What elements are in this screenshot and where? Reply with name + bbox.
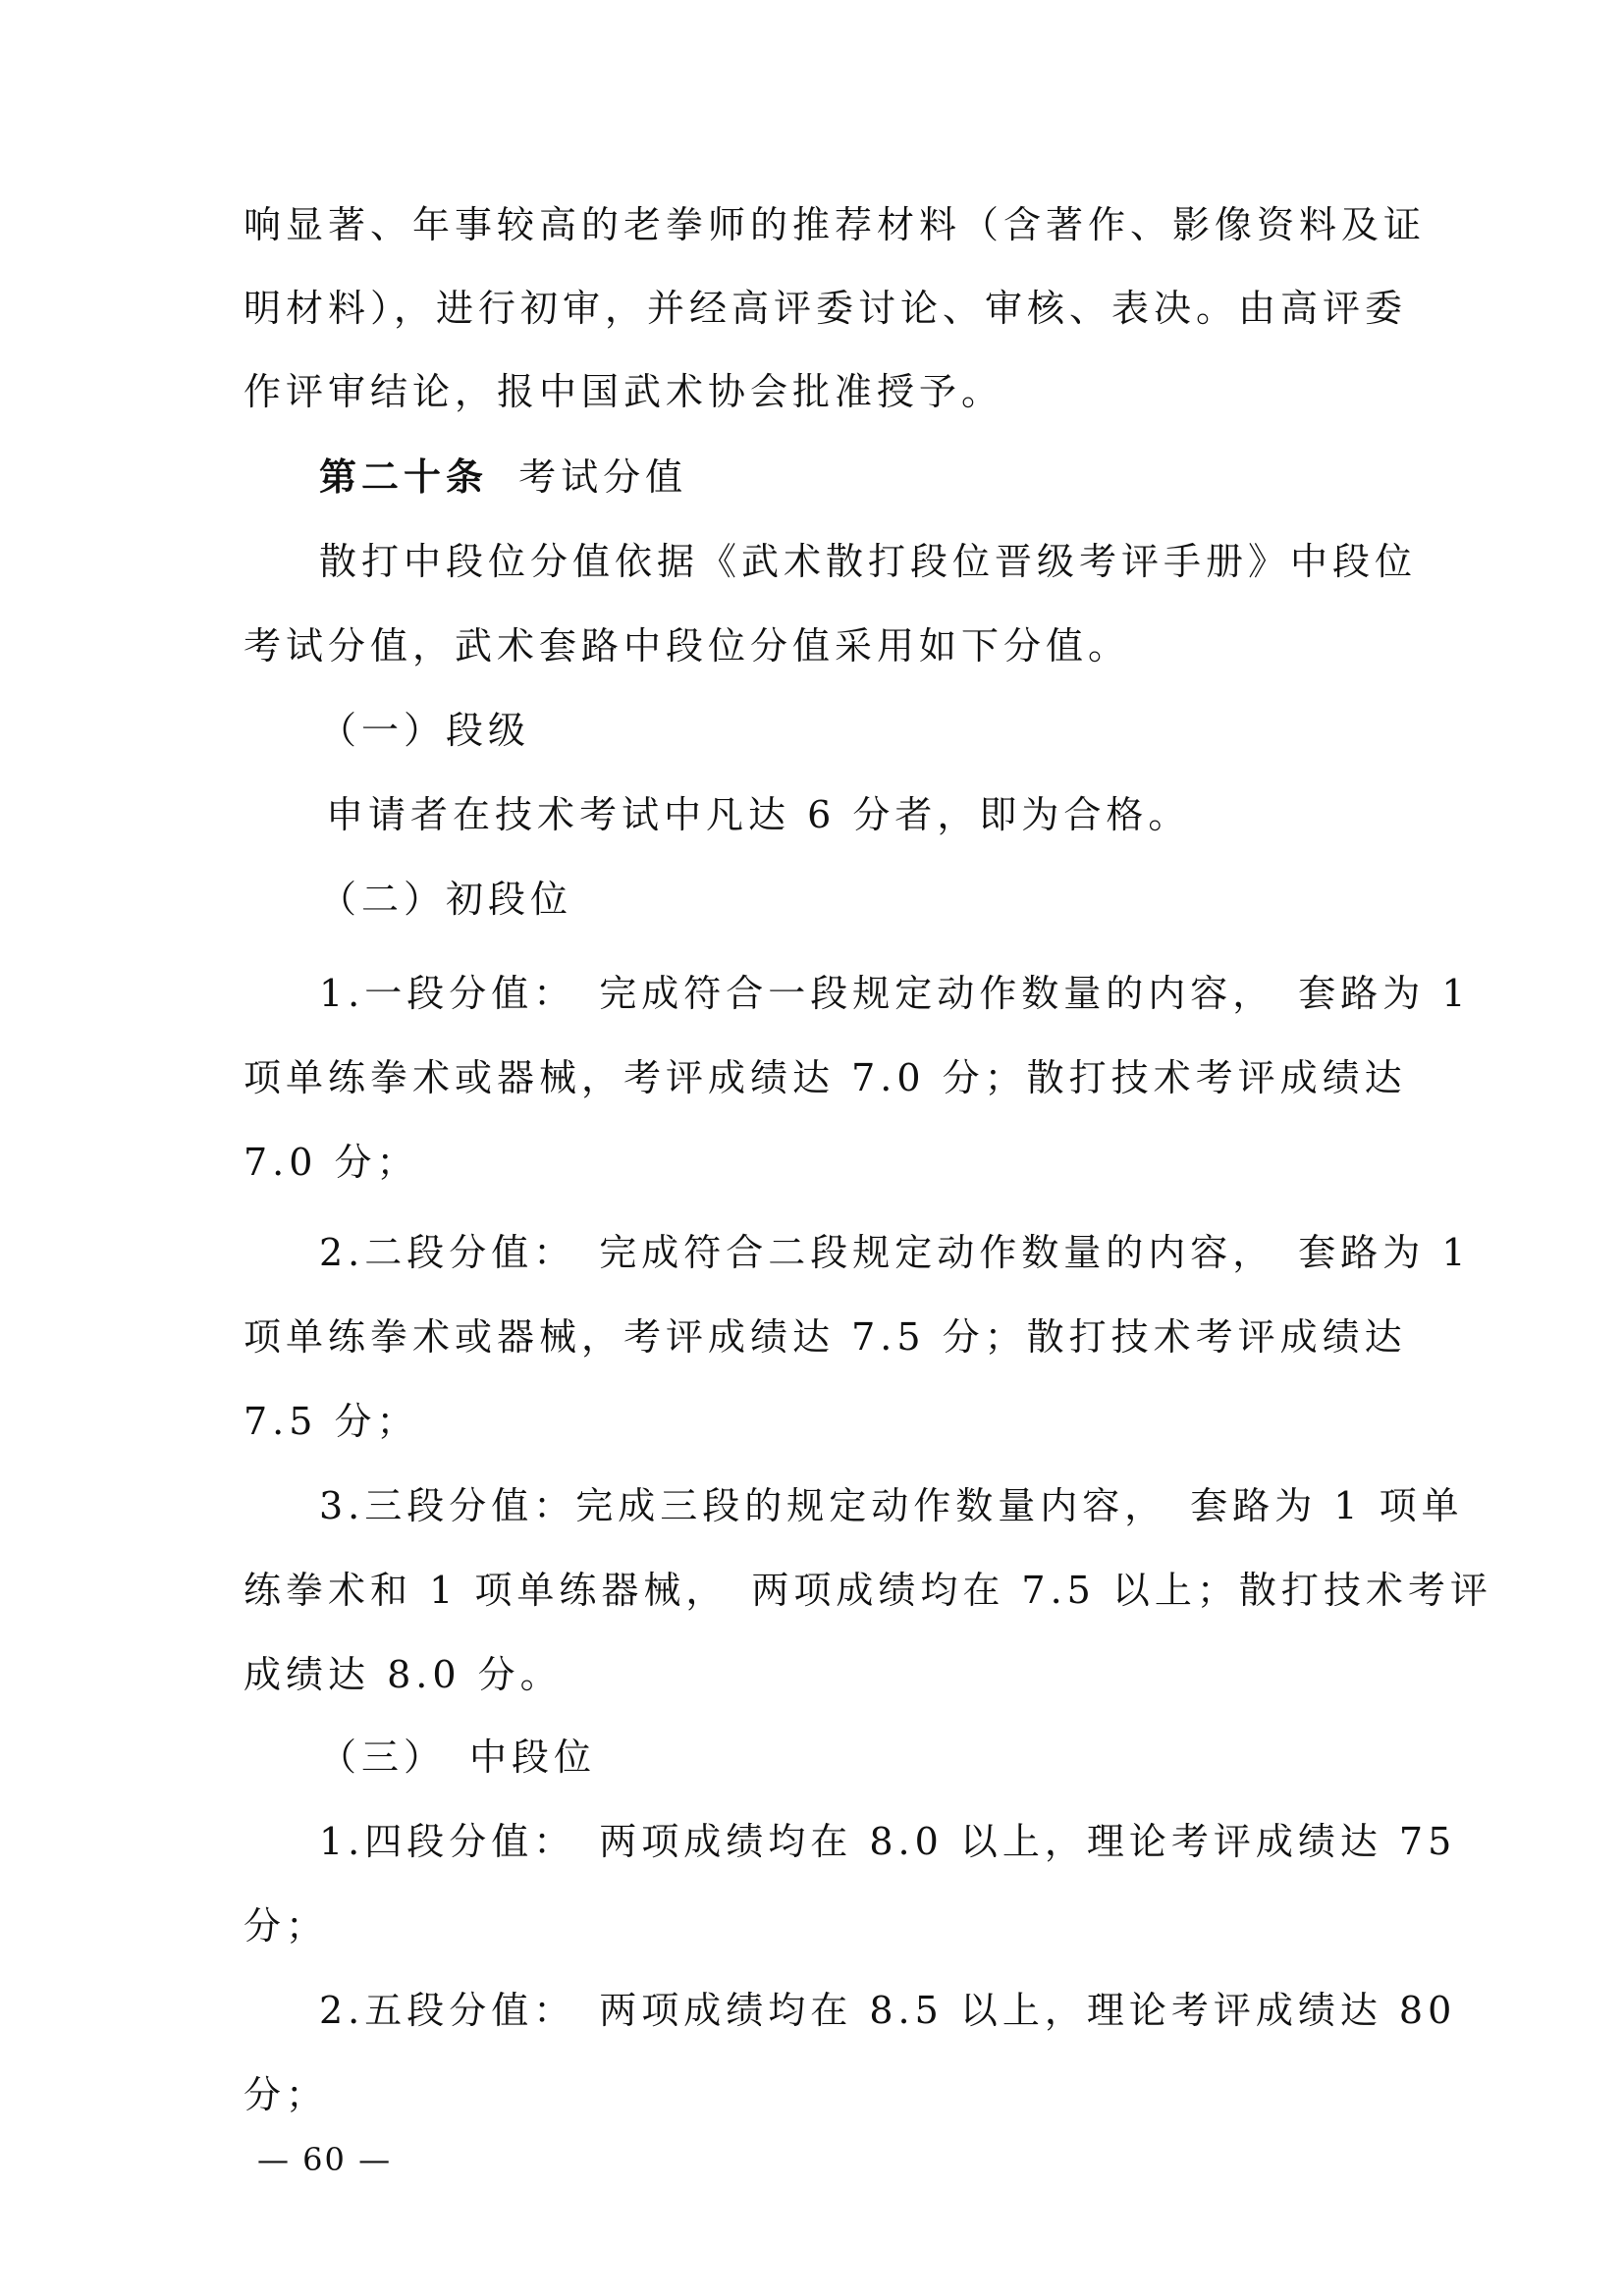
- body-line-12: 7.5 分；: [244, 1400, 419, 1443]
- body-line-16: 1.四段分值： 两项成绩均在 8.0 以上，理论考评成绩达 75: [319, 1820, 1457, 1863]
- body-line-19: 分；: [244, 2073, 329, 2116]
- body-line-9: 7.0 分；: [244, 1141, 419, 1184]
- section-heading-1: （一）段级: [319, 709, 531, 752]
- body-line-2: 明材料），进行初审，并经高评委讨论、审核、表决。由高评委: [244, 287, 1408, 330]
- body-line-8: 项单练拳术或器械，考评成绩达 7.0 分；散打技术考评成绩达: [244, 1056, 1407, 1099]
- article-heading: [319, 454, 687, 501]
- body-line-10: 2.二段分值： 完成符合二段规定动作数量的内容， 套路为 1: [319, 1231, 1471, 1274]
- page-number: — 60 —: [257, 2141, 393, 2178]
- body-line-18: 2.五段分值： 两项成绩均在 8.5 以上，理论考评成绩达 80: [319, 1989, 1457, 2032]
- body-line-4: 散打中段位分值依据《武术散打段位晋级考评手册》中段位: [319, 540, 1418, 583]
- body-line-13: 3.三段分值：完成三段的规定动作数量内容， 套路为 1 项单: [319, 1484, 1464, 1527]
- body-line-17: 分；: [244, 1904, 329, 1948]
- body-line-11: 项单练拳术或器械，考评成绩达 7.5 分；散打技术考评成绩达: [244, 1315, 1407, 1359]
- article-title: 考试分值: [518, 455, 688, 499]
- body-line-5: 考试分值，武术套路中段位分值采用如下分值。: [244, 624, 1131, 667]
- body-line-6: 申请者在技术考试中凡达 6 分者，即为合格。: [326, 793, 1191, 836]
- article-number: 第二十条: [319, 455, 489, 499]
- body-line-3: 作评审结论，报中国武术协会批准授予。: [244, 370, 1004, 413]
- section-heading-3: （三） 中段位: [319, 1735, 597, 1779]
- body-line-7: 1.一段分值： 完成符合一段规定动作数量的内容， 套路为 1: [319, 972, 1471, 1015]
- body-line-1: 响显著、年事较高的老拳师的推荐材料（含著作、影像资料及证: [244, 203, 1427, 246]
- body-line-14: 练拳术和 1 项单练器械， 两项成绩均在 7.5 以上；散打技术考评: [244, 1569, 1492, 1612]
- body-line-15: 成绩达 8.0 分。: [244, 1653, 563, 1696]
- section-heading-2: （二）初段位: [319, 878, 573, 921]
